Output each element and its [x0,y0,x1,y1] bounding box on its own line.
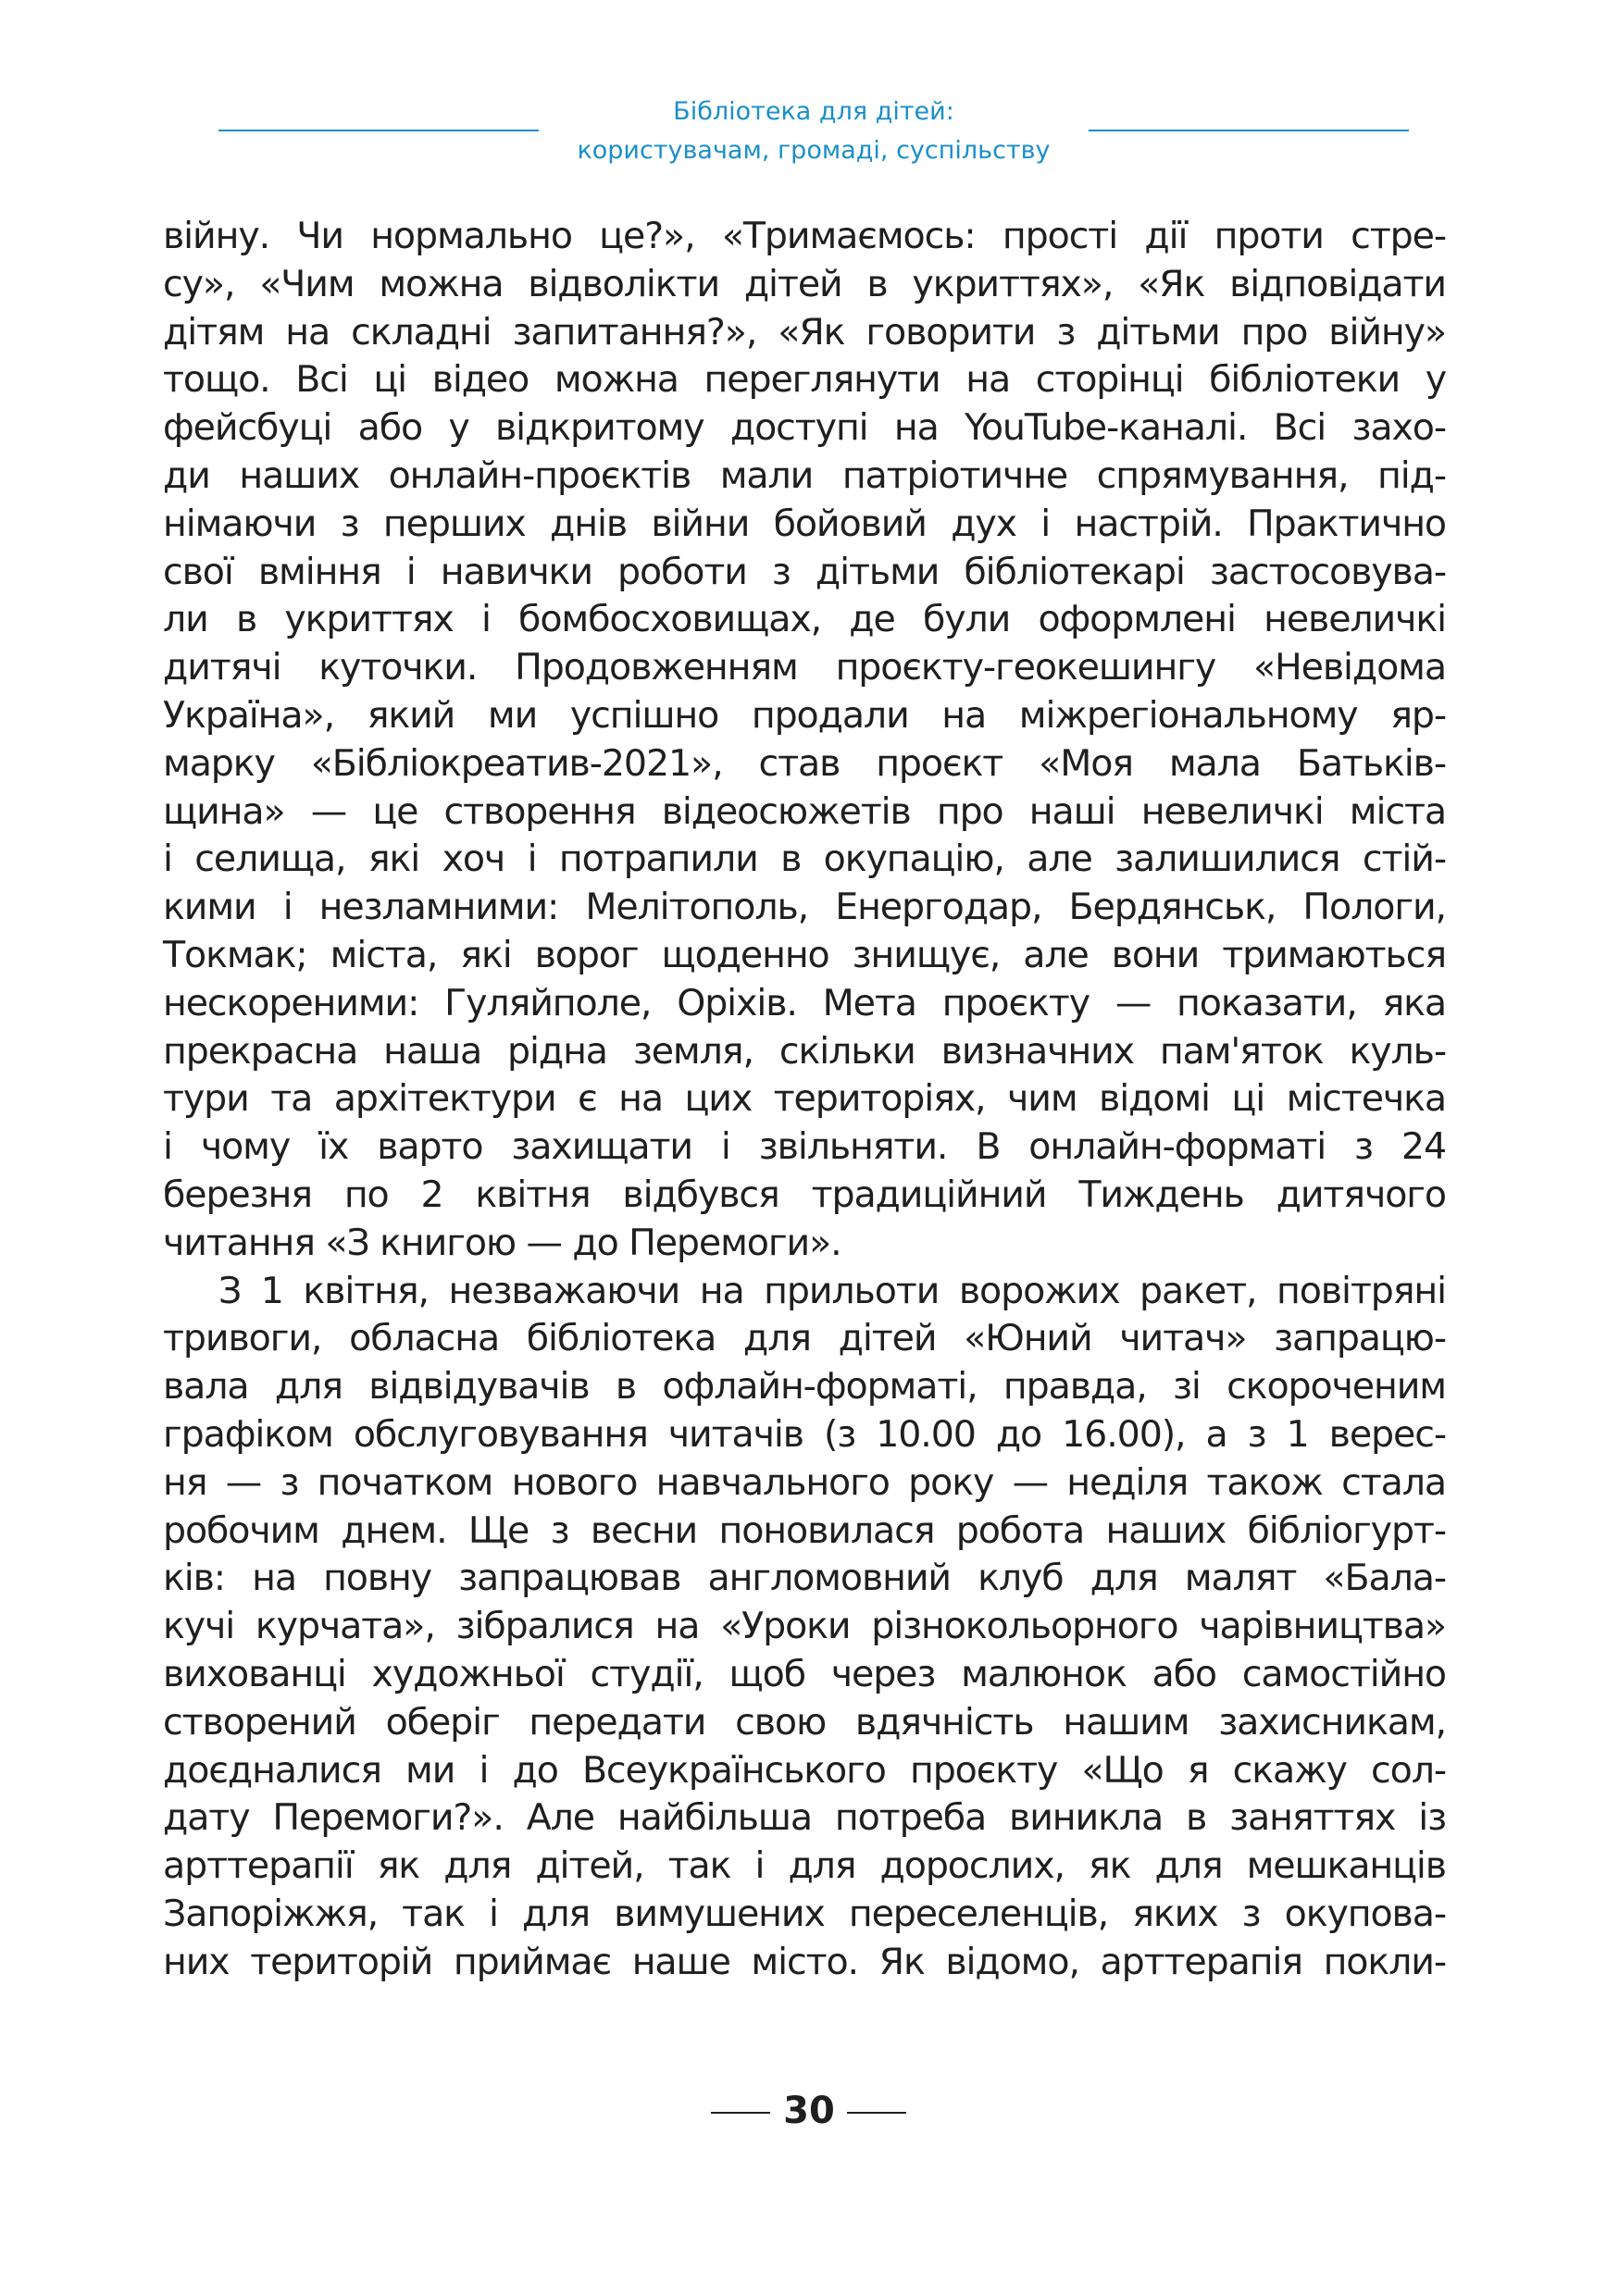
body-line: Запоріжжя, так і для вимушених переселенців, яких з окупова- [163,1892,1446,1935]
body-line: ків: на повну запрацював англомовний клуб для малят «Бала- [163,1557,1446,1600]
body-line: тощо. Всі ці відео можна переглянути на сторінці бібліотеки у [163,358,1446,402]
body-line: і чому їх варто захищати і звільняти. В онлайн-форматі з 24 [163,1125,1446,1169]
header-title [539,93,1089,170]
body-text [163,213,1446,1986]
page-number: 30 [783,2090,835,2132]
running-header [0,89,1619,172]
body-line: вала для відвідувачів в офлайн-форматі, правда, зі скороченим [163,1365,1446,1409]
body-line: свої вміння і навички роботи з дітьми бібліотекарі застосовува- [163,550,1446,593]
body-line: вихованці художньої студії, щоб через малюнок або самостійно [163,1652,1446,1695]
body-line: щина» — це створення відеосюжетів про наші невеличкі міста [163,789,1446,833]
body-line: дитячі куточки. Продовженням проєкту-геокешингу «Невідома [163,646,1446,689]
body-line: су», «Чим можна відволікти дітей в укриттях», «Як відповідати [163,262,1446,305]
body-line: прекрасна наша рідна земля, скільки визначних пам'яток куль- [163,1029,1446,1073]
body-line: ди наших онлайн-проєктів мали патріотичне спрямування, під- [163,453,1446,497]
body-line: фейсбуці або у відкритому доступі на YouTube-каналі. Всі захо- [163,406,1446,450]
body-line: доєдналися ми і до Всеукраїнського проєкту «Що я скажу сол- [163,1748,1446,1792]
body-line: кучі курчата», зібралися на «Уроки різнокольорного чарівництва» [163,1605,1446,1648]
header-rule-right [1089,130,1409,131]
body-line: ня — з початком нового навчального року — неділя також стала [163,1460,1446,1504]
body-line: тури та архітектури є на цих територіях, чим відомі ці містечка [163,1077,1446,1121]
body-line: тривоги, обласна бібліотека для дітей «Юний читач» запрацю- [163,1317,1446,1360]
body-line: нескореними: Гуляйполе, Оріхів. Мета проєкту — показати, яка [163,981,1446,1024]
body-line: березня по 2 квітня відбувся традиційний Тиждень дитячого [163,1173,1446,1216]
header-rule-left [218,130,539,131]
body-line: робочим днем. Ще з весни поновилася робота наших бібліогурт- [163,1508,1446,1552]
body-line: арттерапії як для дітей, так і для дорослих, як для мешканців [163,1844,1446,1888]
footer-dash-left [711,2112,770,2114]
page-footer [0,2082,1619,2138]
body-line: ли в укриттях і бомбосховищах, де були оформлені невеличкі [163,598,1446,641]
body-line: війну. Чи нормально це?», «Тримаємось: прості дії проти стре- [163,215,1446,257]
body-line: створений оберіг передати свою вдячність нашим захисникам, [163,1700,1446,1744]
body-line: дітям на складні запитання?», «Як говорити з дітьми про війну» [163,310,1446,354]
body-line: Токмак; міста, які ворог щоденно знищує, але вони тримаються [163,933,1446,976]
body-line: марку «Бібліокреатив-2021», став проєкт «Моя мала Батьків- [163,741,1446,785]
body-line: і селища, які хоч і потрапили в окупацію, але залишилися стій- [163,838,1446,881]
body-line: графіком обслуговування читачів (з 10.00 до 16.00), а з 1 верес- [163,1412,1446,1456]
body-line: Україна», який ми успішно продали на міжрегіональному яр- [163,693,1446,737]
body-line: них територій приймає наше місто. Як відомо, арттерапія покли- [163,1940,1446,1983]
body-line: читання «З книгою — до Перемоги». [163,1221,841,1264]
paragraph-start-line: З 1 квітня, незважаючи на прильоти ворожих ракет, повітряні [218,1269,1446,1312]
footer-dash-right [847,2112,906,2114]
body-line: кими і незламними: Мелітополь, Енергодар, Бердянськ, Пологи, [163,886,1446,929]
body-line: німаючи з перших днів війни бойовий дух і настрій. Практично [163,502,1446,545]
body-line: дату Перемоги?». Але найбільша потреба виникла в заняттях із [163,1796,1446,1840]
header-title-line-1: Бібліотека для дітей: [673,97,954,126]
header-title-line-2: користувачам, громаді, суспільству [577,136,1051,165]
